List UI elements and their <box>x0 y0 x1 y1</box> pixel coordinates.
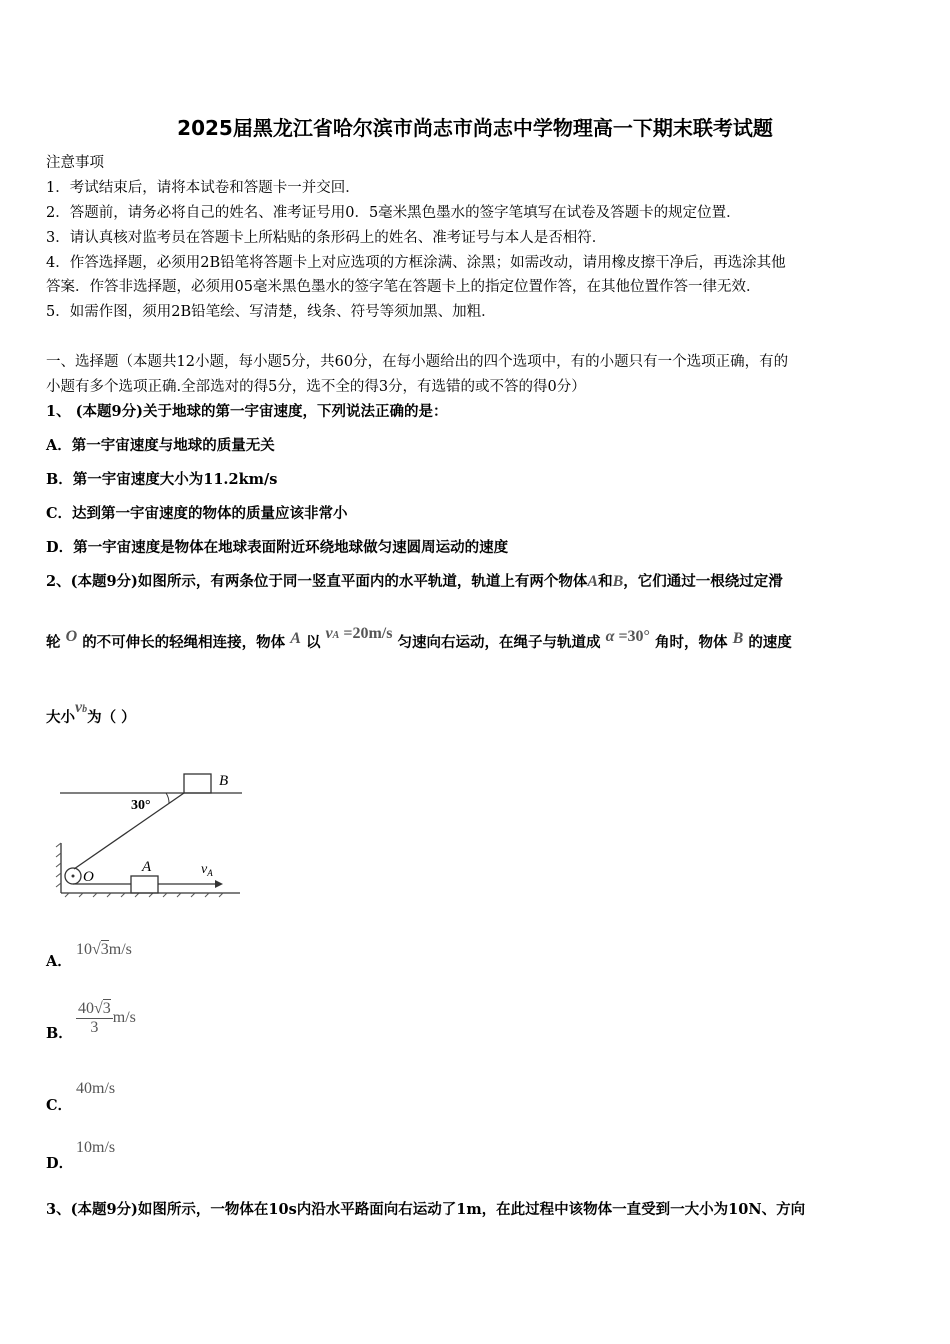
label-a: A <box>142 859 152 875</box>
q2-option-a-label: A． <box>46 953 72 970</box>
q2-va-symbol: v <box>325 625 333 642</box>
q2-text: 的不可伸长的轻绳相连接，物体 <box>82 634 286 651</box>
q2-text: 的速度 <box>748 634 792 651</box>
q2-option-a-unit: m/s <box>108 941 132 958</box>
q2-option-c-label: C． <box>46 1097 73 1114</box>
q2-text: 轮 <box>46 634 61 651</box>
notice-item-4: 4．作答选择题，必须用2B铅笔将答题卡上对应选项的方框涂满、涂黑；如需改动，请用橡皮擦干净后，再选涂其他 <box>46 255 786 271</box>
q2-text: 大小 <box>46 709 75 726</box>
label-va-sub: A <box>207 868 213 878</box>
q2-option-b-fraction <box>76 1000 113 1037</box>
q2-option-a-coef: 10 <box>76 941 92 958</box>
q2-var-o: O <box>65 628 78 645</box>
q2-and: 和 <box>598 573 613 590</box>
q2-text: 2、(本题9分)如图所示，有两条位于同一竖直平面内的水平轨道，轨道上有两个物体 <box>46 573 588 590</box>
q2-option-b-unit: m/s <box>112 1009 136 1027</box>
q2-alpha-symbol: α <box>605 628 615 645</box>
q2-option-b-coef: 40 <box>78 1000 94 1017</box>
q2-va-formula <box>326 625 393 642</box>
q1-stem: 1、 (本题9分)关于地球的第一宇宙速度，下列说法正确的是： <box>46 403 448 420</box>
label-b: B <box>219 773 229 789</box>
q2-alpha-formula <box>606 628 650 645</box>
q1-option-c: C．达到第一宇宙速度的物体的质量应该非常小 <box>46 505 348 522</box>
sqrt-icon: √ <box>92 941 101 958</box>
label-va-v: v <box>201 862 208 877</box>
q2-var-a: A <box>290 630 301 647</box>
label-o: O <box>83 869 94 885</box>
notice-item-4-cont: 答案．作答非选择题，必须用05毫米黑色墨水的签字笔在答题卡上的指定位置作答，在其他位置作答一律无效． <box>46 279 761 295</box>
sqrt-icon: √ <box>94 1000 103 1017</box>
block-a <box>131 876 158 893</box>
page-title: 2025届黑龙江省哈尔滨市尚志市尚志中学物理高一下期末联考试题 <box>177 116 773 140</box>
q2-option-c-value: 40m/s <box>76 1080 116 1097</box>
wall-hatch <box>56 873 61 877</box>
q2-text: 匀速向右运动，在绳子与轨道成 <box>397 634 601 651</box>
q2-text: 角时，物体 <box>655 634 728 651</box>
q2-option-a-radicand: 3 <box>100 941 109 958</box>
q2-option-b-radicand: 3 <box>102 1000 111 1017</box>
q2-vb-subscript: b <box>82 704 88 715</box>
q2-figure <box>55 765 245 905</box>
velocity-arrowhead <box>215 880 223 888</box>
notice-item-1: 1．考试结束后，请将本试卷和答题卡一并交回． <box>46 180 360 196</box>
wall-hatch <box>56 853 61 857</box>
q2-option-b-label: B． <box>46 1025 73 1042</box>
q1-option-a: A．第一宇宙速度与地球的质量无关 <box>46 437 275 454</box>
wall-hatch <box>56 843 61 847</box>
q2-var-b: B <box>732 630 744 647</box>
q2-va-value: =20m/s <box>339 625 393 642</box>
q2-vb-symbol <box>75 699 87 716</box>
label-angle: 30° <box>131 798 151 813</box>
q2-option-b-numerator <box>76 1000 113 1019</box>
q2-option-b-denominator: 3 <box>90 1019 99 1036</box>
notice-item-2: 2．答题前，请务必将自己的姓名、准考证号用0．5毫米黑色墨水的签字笔填写在试卷及答题卡的规定位置． <box>46 205 741 221</box>
q2-text: 以 <box>305 634 321 651</box>
q2-option-d-value: 10m/s <box>76 1139 116 1156</box>
q2-var-b: B <box>612 573 624 590</box>
label-va <box>201 862 213 878</box>
q3-stem-line1: 3、(本题9分)如图所示，一物体在10s内沿水平路面向右运动了1m，在此过程中该物体一直受到一大小为10N、方向 <box>46 1201 806 1218</box>
notice-heading: 注意事项 <box>46 155 104 171</box>
q1-option-d: D．第一宇宙速度是物体在地球表面附近环绕地球做匀速圆周运动的速度 <box>46 539 509 556</box>
notice-item-5: 5．如需作图，须用2B铅笔绘、写清楚，线条、符号等须加黑、加粗． <box>46 304 496 320</box>
angle-arc <box>166 793 169 803</box>
q1-option-b: B．第一宇宙速度大小为11.2km/s <box>46 471 278 488</box>
q2-stem-line2 <box>46 625 792 654</box>
wall-hatch <box>56 883 61 887</box>
q2-vb-v: v <box>75 699 83 716</box>
block-b <box>184 774 211 793</box>
rope-incline <box>74 793 184 869</box>
notice-item-3: 3．请认真核对监考员在答题卡上所粘贴的条形码上的姓名、准考证号与本人是否相符． <box>46 230 607 246</box>
q2-stem-line1 <box>46 573 783 591</box>
q2-text: 为（ ） <box>87 709 136 726</box>
section-heading: 一、选择题（本题共12小题，每小题5分，共60分，在每小题给出的四个选项中，有的小题只有一个选项正确，有的 <box>46 354 789 370</box>
q2-stem-line3 <box>46 699 136 729</box>
section-heading-cont: 小题有多个选项正确.全部选对的得5分，选不全的得3分，有选错的或不答的得0分） <box>46 379 586 395</box>
q2-option-b-value <box>76 1000 136 1037</box>
q2-alpha-value: =30° <box>614 628 650 645</box>
wall-hatch <box>56 863 61 867</box>
pulley-axle <box>72 875 75 878</box>
q2-va-subscript: A <box>332 630 340 641</box>
q2-var-a: A <box>587 573 599 590</box>
q2-option-d-label: D． <box>46 1155 74 1172</box>
q2-option-a-value <box>76 941 132 959</box>
q2-text-end: ，它们通过一根绕过定滑 <box>623 573 783 590</box>
